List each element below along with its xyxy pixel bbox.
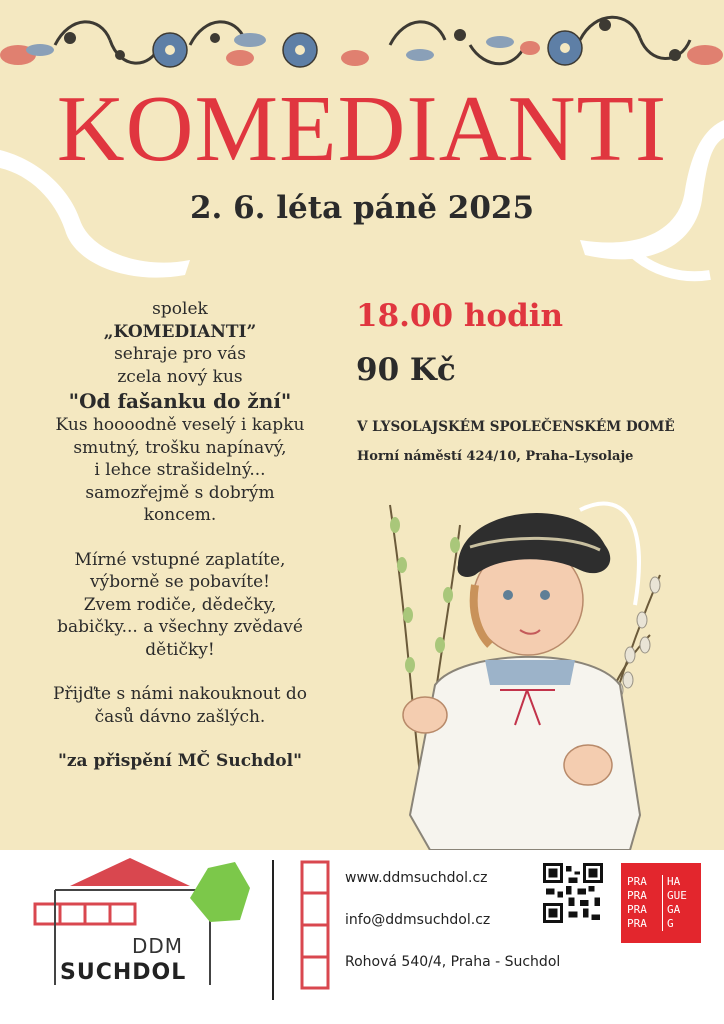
event-venue: V LYSOLAJSKÉM SPOLEČENSKÉM DOMĚ [357,419,675,435]
praha-logo-text: PRA [627,889,663,903]
logo-ddm-text: DDM [132,934,184,958]
description-line: sehraje pro vás [114,344,246,364]
logo-suchdol-text: SUCHDOL [60,960,187,985]
page-title: KOMEDIANTI [56,77,668,181]
praha-logo [621,863,701,943]
event-price: 90 Kč [356,352,456,388]
description-line: koncem. [143,505,217,525]
website-link[interactable]: www.ddmsuchdol.cz [345,870,488,886]
description-line: „KOMEDIANTI” [103,321,257,342]
description-line: "za přispění MČ Suchdol" [58,751,302,771]
event-address: Horní náměstí 424/10, Praha–Lysolaje [357,449,634,464]
description-text [20,298,340,773]
praha-logo-text: PRA [627,875,663,889]
spacer [20,661,340,683]
praha-logo-text: G [667,917,674,930]
footer [0,850,724,1024]
spacer [20,527,340,549]
description-line: výborně se pobavíte! [90,572,270,592]
praha-logo-text: PRA [627,903,663,917]
footer-divider [272,860,274,1000]
qr-code-icon[interactable] [543,863,603,923]
description-line: časů dávno zašlých. [94,706,266,727]
praha-logo-text: GUE [667,889,687,902]
boy-with-willow-illustration-icon [380,485,680,850]
contact-icons-icon [300,860,330,990]
description-line: Kus hoooodně veselý i kapku [55,415,305,435]
description-line: smutný, trošku napínavý, [73,437,287,458]
description-line: Přijďte s námi nakouknout do [53,684,307,704]
praha-logo-text: PRA [627,917,663,931]
description-line: Zvem rodiče, dědečky, [83,594,277,615]
description-line: samozřejmě s dobrým [85,482,275,503]
spacer [20,728,340,750]
praha-logo-text: HA [667,875,681,888]
event-date: 2. 6. léta páně 2025 [189,190,535,226]
description-line: dětičky! [145,639,215,660]
description-line: spolek [152,299,208,319]
description-line: Mírné vstupné zaplatíte, [74,549,286,570]
event-time: 18.00 hodin [356,298,564,334]
street-address: Rohová 540/4, Praha - Suchdol [345,954,561,970]
email-link[interactable]: info@ddmsuchdol.cz [345,912,491,928]
description-line: babičky... a všechny zvědavé [57,617,303,637]
description-line: zcela nový kus [117,366,243,387]
description-line: i lehce strašidelný... [94,460,266,480]
praha-logo-text: GA [667,903,681,916]
description-line: "Od fašanku do žní" [68,389,292,413]
